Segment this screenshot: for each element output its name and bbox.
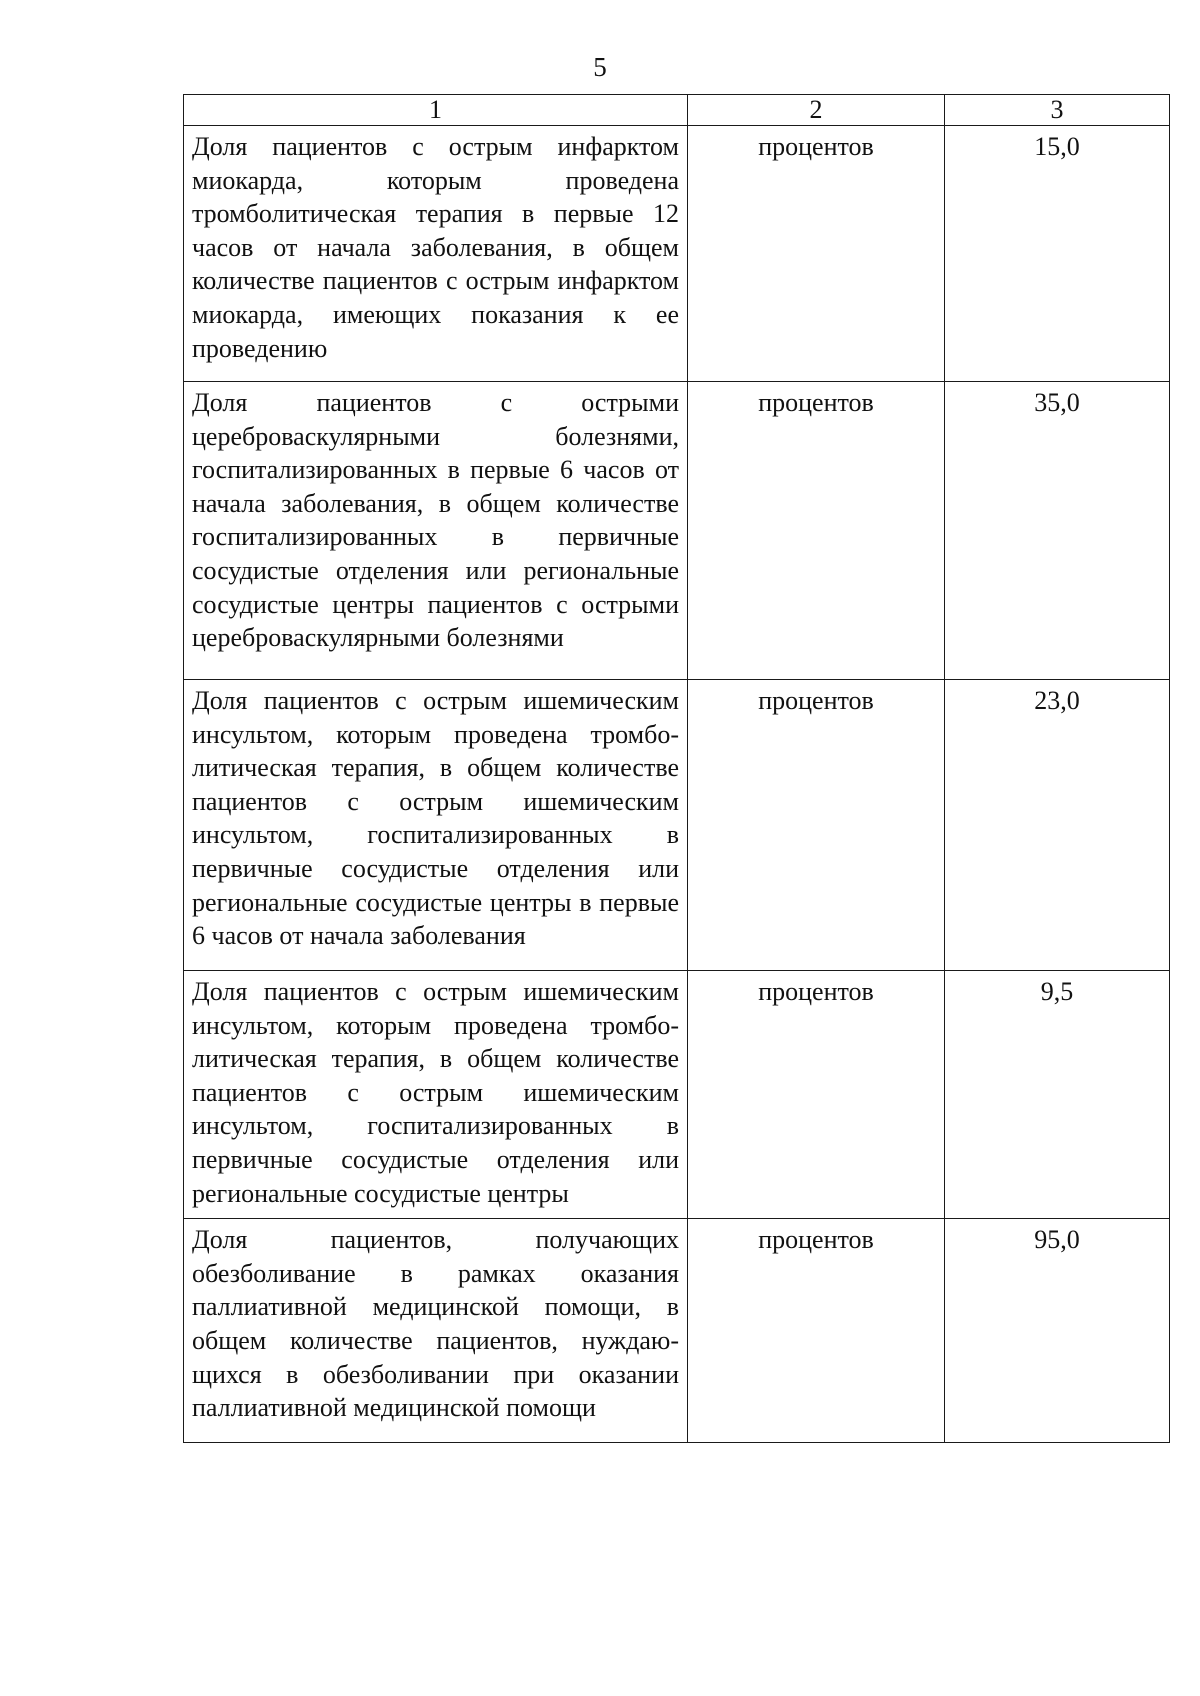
indicator-unit: процентов — [688, 126, 945, 382]
table-row — [184, 1219, 1170, 1443]
indicator-description: Доля пациентов с острым инфарктом миокарда, которым проведена тромболитическая терапия в первые 12 часов от начала заболевания, в общем количестве пациентов с острым инфарктом миокарда, имеющих показания к ее проведению — [184, 126, 688, 382]
indicator-value: 9,5 — [945, 971, 1170, 1219]
indicator-value: 15,0 — [945, 126, 1170, 382]
column-header-3: 3 — [945, 95, 1170, 126]
indicator-unit: процентов — [688, 971, 945, 1219]
indicator-value: 23,0 — [945, 680, 1170, 971]
column-header-1: 1 — [184, 95, 688, 126]
indicators-table — [183, 94, 1170, 1443]
indicator-value: 35,0 — [945, 382, 1170, 680]
indicator-description: Доля пациентов с острым ишемическим инсультом, которым проведена тромболитическая терапия, в общем количестве пациентов с острым ишемическим инсультом, госпитализированных в первичные сосудистые отделения или региональные сосудистые центры в первые 6 часов от начала заболевания — [184, 680, 688, 971]
indicator-unit: процентов — [688, 382, 945, 680]
table-header-row — [184, 95, 1170, 126]
indicator-unit: процентов — [688, 680, 945, 971]
column-header-2: 2 — [688, 95, 945, 126]
table-row — [184, 971, 1170, 1219]
indicator-description: Доля пациентов с острыми цереброваскулярными болезнями, госпитализированных в первые 6 часов от начала заболевания, в общем количестве госпитализированных в первичные сосудистые отделения или региональные сосудистые центры пациентов с острыми цереброваскулярными болезнями — [184, 382, 688, 680]
indicator-unit: процентов — [688, 1219, 945, 1443]
indicator-value: 95,0 — [945, 1219, 1170, 1443]
table-row — [184, 680, 1170, 971]
indicator-description: Доля пациентов, получающих обезболивание в рамках оказания паллиативной медицинской помощи, в общем количестве пациентов, нуждающихся в обезболивании при оказании паллиативной медицинской помощи — [184, 1219, 688, 1443]
indicator-description: Доля пациентов с острым ишемическим инсультом, которым проведена тромболитическая терапия, в общем количестве пациентов с острым ишемическим инсультом, госпитализированных в первичные сосудистые отделения или региональные сосудистые центры — [184, 971, 688, 1219]
page-number: 5 — [593, 52, 607, 82]
table-row — [184, 126, 1170, 382]
table-row — [184, 382, 1170, 680]
